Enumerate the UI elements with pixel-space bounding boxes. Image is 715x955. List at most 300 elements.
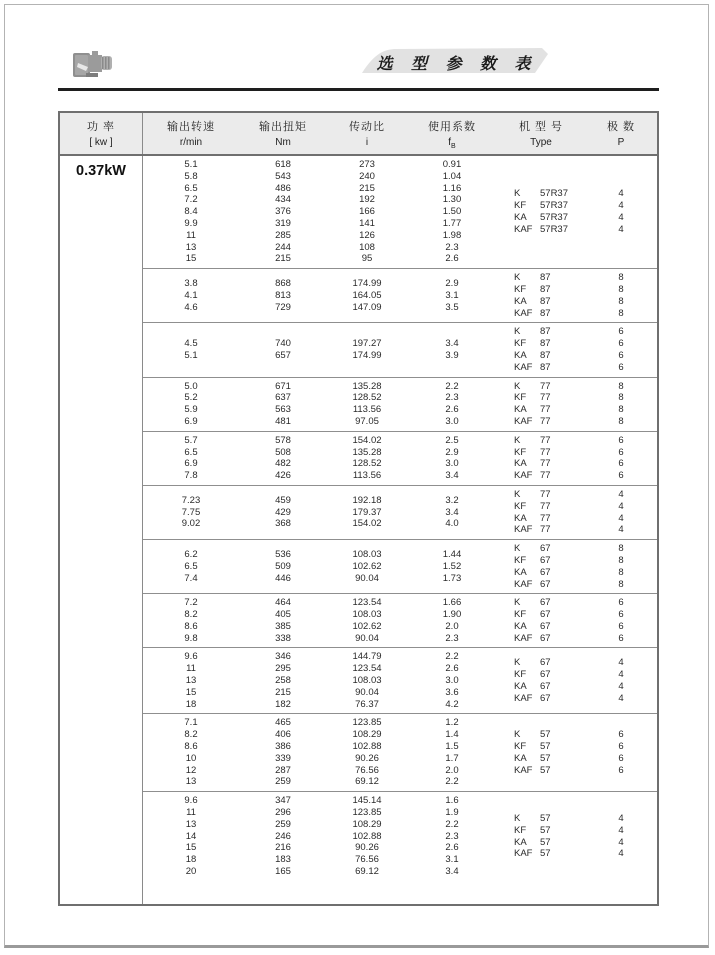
type-size: 87	[540, 295, 551, 307]
value: 3.4	[445, 338, 459, 350]
value: 76.56	[355, 764, 379, 776]
parameter-group	[143, 431, 657, 485]
value: 563	[275, 404, 291, 416]
value: 123.54	[352, 597, 382, 609]
value: 5.0	[184, 380, 198, 392]
ratio-values	[327, 278, 407, 313]
type-prefix: K	[514, 812, 521, 824]
type-prefix: KAF	[514, 764, 533, 776]
value: 4	[618, 223, 624, 235]
type-value	[514, 470, 551, 482]
type-prefix: K	[514, 729, 521, 741]
type-size: 57R37	[540, 223, 568, 235]
value: 69.12	[355, 866, 379, 878]
value: 128.52	[352, 392, 382, 404]
value: 8.2	[184, 729, 198, 741]
value: 1.9	[445, 807, 459, 819]
value: 8	[618, 415, 624, 427]
header-service-factor: 使用系数 $f_B$	[428, 121, 476, 150]
type-prefix: KF	[514, 338, 527, 350]
ratio-values	[327, 597, 407, 644]
value: 8	[618, 543, 624, 555]
type-prefix: KAF	[514, 307, 533, 319]
value: 1.4	[445, 729, 459, 741]
value: 3.5	[445, 301, 459, 313]
type-prefix: KA	[514, 404, 527, 416]
value: 1.50	[442, 206, 462, 218]
type-value	[514, 362, 551, 374]
value: 4.6	[184, 301, 198, 313]
type-size: 57	[540, 848, 551, 860]
type-value	[514, 657, 551, 669]
value: 15	[185, 686, 197, 698]
value: 1.7	[445, 752, 459, 764]
value: 7.23	[181, 494, 201, 506]
value: 6	[618, 764, 624, 776]
service-factor-values	[407, 717, 497, 788]
groups	[143, 156, 657, 904]
header-output-speed: 输出转速 r/min	[167, 121, 215, 148]
parameter-group	[143, 647, 657, 713]
value: 7.2	[184, 194, 198, 206]
value: 108	[359, 241, 375, 253]
value: 4	[618, 524, 624, 536]
value: 18	[185, 698, 197, 710]
value: 3.1	[445, 289, 459, 301]
type-size: 67	[540, 609, 551, 621]
value: 6	[618, 729, 624, 741]
speed-values	[143, 717, 239, 788]
value: 8	[618, 272, 624, 284]
table-body	[60, 156, 657, 904]
value: 135.28	[352, 446, 382, 458]
type-size: 77	[540, 392, 551, 404]
value: 338	[275, 632, 291, 644]
type-prefix: KAF	[514, 223, 533, 235]
value: 240	[359, 170, 375, 182]
type-size: 57	[540, 729, 551, 741]
type-value	[514, 435, 551, 447]
type-value	[514, 837, 551, 849]
value: 543	[275, 170, 291, 182]
type-prefix: KA	[514, 212, 527, 224]
type-prefix: KAF	[514, 415, 533, 427]
type-prefix: KA	[514, 295, 527, 307]
value: 8	[618, 380, 624, 392]
type-value	[514, 669, 551, 681]
type-value	[514, 825, 551, 837]
value: 273	[359, 159, 375, 170]
value: 123.54	[352, 663, 382, 675]
torque-values	[239, 435, 327, 482]
type-value	[514, 188, 568, 200]
value: 405	[275, 609, 291, 621]
page-title: 选 型 参 数 表	[376, 56, 538, 73]
value: 126	[359, 229, 375, 241]
type-value	[514, 567, 551, 579]
value: 446	[275, 572, 291, 584]
ratio-values	[327, 159, 407, 265]
type-size: 77	[540, 500, 551, 512]
type-size: 57	[540, 741, 551, 753]
type-size: 87	[540, 307, 551, 319]
type-value	[514, 524, 551, 536]
speed-values	[143, 435, 239, 482]
type-size: 57	[540, 824, 551, 836]
value: 578	[275, 434, 291, 446]
service-factor-values	[407, 795, 497, 878]
value: 215	[275, 253, 291, 265]
value: 128.52	[352, 458, 382, 470]
value: 486	[275, 182, 291, 194]
value: 4	[618, 692, 624, 704]
value: 5.8	[184, 170, 198, 182]
speed-values	[143, 381, 239, 428]
header-poles: 极 数 P	[606, 121, 636, 148]
value: 6	[618, 349, 624, 361]
type-size: 57R37	[540, 200, 568, 212]
value: 2.2	[445, 776, 459, 788]
value: 97.05	[355, 415, 379, 427]
value: 123.85	[352, 807, 382, 819]
type-size: 67	[540, 597, 551, 609]
value: 113.56	[352, 470, 382, 482]
service-factor-values	[407, 651, 497, 710]
title-banner	[360, 47, 550, 75]
speed-values	[143, 495, 239, 530]
parameter-group	[143, 377, 657, 431]
value: 9.6	[184, 651, 198, 663]
speed-values	[143, 549, 239, 584]
value: 90.26	[355, 752, 379, 764]
value: 8.2	[184, 609, 198, 621]
value: 6	[618, 338, 624, 350]
pole-values	[585, 657, 657, 704]
value: 8	[618, 404, 624, 416]
value: 147.09	[352, 301, 382, 313]
value: 4.2	[445, 698, 459, 710]
type-value	[514, 272, 551, 284]
type-value	[514, 308, 551, 320]
type-values	[497, 657, 585, 704]
value: 339	[275, 752, 291, 764]
torque-values	[239, 159, 327, 265]
type-prefix: K	[514, 543, 521, 555]
value: 6	[618, 752, 624, 764]
value: 464	[275, 597, 291, 609]
value: 108.29	[352, 818, 382, 830]
value: 216	[275, 842, 291, 854]
value: 346	[275, 651, 291, 663]
pole-values	[585, 326, 657, 373]
table-header	[60, 113, 657, 156]
type-value	[514, 200, 568, 212]
value: 4	[618, 812, 624, 824]
value: 285	[275, 229, 291, 241]
value: 144.79	[352, 651, 382, 663]
type-size: 77	[540, 470, 551, 482]
value: 123.85	[352, 717, 382, 729]
torque-values	[239, 717, 327, 788]
type-value	[514, 338, 551, 350]
value: 536	[275, 549, 291, 560]
type-prefix: K	[514, 188, 521, 200]
ratio-values	[327, 435, 407, 482]
type-value	[514, 350, 551, 362]
value: 287	[275, 764, 291, 776]
pole-values	[585, 489, 657, 536]
type-prefix: KA	[514, 512, 527, 524]
pole-values	[585, 543, 657, 590]
value: 1.2	[445, 717, 459, 729]
value: 0.91	[442, 159, 462, 170]
value: 296	[275, 807, 291, 819]
header-power: 功 率 [ kw ]	[60, 113, 143, 154]
type-values	[497, 188, 585, 235]
value: 2.2	[445, 818, 459, 830]
value: 868	[275, 278, 291, 290]
value: 4	[618, 200, 624, 212]
type-size: 87	[540, 349, 551, 361]
type-prefix: K	[514, 434, 521, 446]
service-factor-values	[407, 338, 497, 362]
value: 1.30	[442, 194, 462, 206]
value: 113.56	[352, 404, 382, 416]
parameter-group	[143, 539, 657, 593]
type-values	[497, 326, 585, 373]
type-prefix: KA	[514, 458, 527, 470]
value: 482	[275, 458, 291, 470]
type-size: 87	[540, 283, 551, 295]
value: 4	[618, 836, 624, 848]
value: 2.5	[445, 434, 459, 446]
pole-values	[585, 381, 657, 428]
value: 1.98	[442, 229, 462, 241]
value: 6.2	[184, 549, 198, 560]
value: 9.02	[181, 518, 201, 530]
value: 3.4	[445, 866, 459, 878]
parameter-group	[143, 713, 657, 791]
value: 508	[275, 446, 291, 458]
type-values	[497, 272, 585, 319]
value: 13	[185, 675, 197, 687]
value: 2.2	[445, 651, 459, 663]
parameter-group	[143, 593, 657, 647]
value: 102.62	[352, 620, 382, 632]
value: 1.52	[442, 560, 462, 572]
value: 102.88	[352, 830, 382, 842]
type-size: 57	[540, 752, 551, 764]
value: 135.28	[352, 380, 382, 392]
value: 1.44	[442, 549, 462, 560]
type-value	[514, 681, 551, 693]
value: 4	[618, 669, 624, 681]
value: 3.0	[445, 675, 459, 687]
type-value	[514, 224, 568, 236]
value: 192	[359, 194, 375, 206]
value: 2.0	[445, 620, 459, 632]
value: 4.0	[445, 518, 459, 530]
ratio-values	[327, 717, 407, 788]
value: 13	[185, 776, 197, 788]
type-prefix: KF	[514, 741, 527, 753]
value: 6	[618, 741, 624, 753]
type-value	[514, 543, 551, 555]
value: 6	[618, 470, 624, 482]
type-size: 67	[540, 692, 551, 704]
type-prefix: KAF	[514, 692, 533, 704]
value: 14	[185, 830, 197, 842]
type-value	[514, 326, 551, 338]
value: 8	[618, 554, 624, 566]
type-prefix: K	[514, 380, 521, 392]
value: 434	[275, 194, 291, 206]
value: 8	[618, 307, 624, 319]
value: 2.3	[445, 392, 459, 404]
type-prefix: K	[514, 657, 521, 669]
value: 740	[275, 338, 291, 350]
value: 215	[359, 182, 375, 194]
value: 4.5	[184, 338, 198, 350]
service-factor-values	[407, 159, 497, 265]
value: 166	[359, 206, 375, 218]
value: 7.75	[181, 506, 201, 518]
value: 165	[275, 866, 291, 878]
ratio-values	[327, 381, 407, 428]
type-prefix: KAF	[514, 361, 533, 373]
value: 1.6	[445, 795, 459, 807]
value: 1.90	[442, 609, 462, 621]
service-factor-values	[407, 549, 497, 584]
value: 657	[275, 349, 291, 361]
value: 11	[186, 807, 196, 819]
type-size: 57R37	[540, 212, 568, 224]
service-factor-values	[407, 278, 497, 313]
value: 368	[275, 518, 291, 530]
type-prefix: KF	[514, 500, 527, 512]
parameter-group	[143, 156, 657, 268]
type-size: 77	[540, 458, 551, 470]
value: 13	[185, 241, 197, 253]
type-size: 87	[540, 361, 551, 373]
type-value	[514, 848, 551, 860]
type-prefix: KA	[514, 566, 527, 578]
value: 1.04	[442, 170, 462, 182]
value: 95	[361, 253, 373, 265]
type-size: 77	[540, 434, 551, 446]
type-prefix: K	[514, 272, 521, 284]
value: 18	[185, 854, 197, 866]
type-value	[514, 597, 551, 609]
value: 145.14	[352, 795, 382, 807]
value: 197.27	[352, 338, 382, 350]
type-value	[514, 489, 551, 501]
value: 4	[618, 488, 624, 500]
value: 481	[275, 415, 291, 427]
value: 6	[618, 458, 624, 470]
type-size: 67	[540, 554, 551, 566]
value: 6	[618, 609, 624, 621]
value: 174.99	[352, 349, 382, 361]
value: 183	[275, 854, 291, 866]
value: 2.0	[445, 764, 459, 776]
value: 246	[275, 830, 291, 842]
value: 813	[275, 289, 291, 301]
value: 8	[618, 295, 624, 307]
value: 2.6	[445, 253, 459, 265]
value: 2.6	[445, 663, 459, 675]
value: 6	[618, 632, 624, 644]
value: 509	[275, 560, 291, 572]
type-prefix: KA	[514, 752, 527, 764]
value: 2.6	[445, 842, 459, 854]
type-size: 77	[540, 380, 551, 392]
value: 9.9	[184, 217, 198, 229]
value: 215	[275, 686, 291, 698]
value: 15	[185, 253, 197, 265]
value: 4	[618, 188, 624, 200]
value: 6	[618, 620, 624, 632]
type-prefix: KF	[514, 200, 527, 212]
value: 7.8	[184, 470, 198, 482]
pole-values	[585, 729, 657, 776]
value: 671	[275, 380, 291, 392]
value: 4	[618, 512, 624, 524]
type-size: 67	[540, 543, 551, 555]
value: 8	[618, 392, 624, 404]
type-value	[514, 296, 551, 308]
value: 4	[618, 657, 624, 669]
type-prefix: KA	[514, 680, 527, 692]
value: 465	[275, 717, 291, 729]
parameter-group	[143, 485, 657, 539]
value: 5.1	[184, 159, 198, 170]
value: 3.0	[445, 415, 459, 427]
value: 6.9	[184, 458, 198, 470]
value: 90.04	[355, 686, 379, 698]
value: 11	[186, 229, 196, 241]
value: 179.37	[352, 506, 382, 518]
type-prefix: KAF	[514, 524, 533, 536]
type-value	[514, 447, 551, 459]
header-rule	[58, 88, 659, 91]
value: 295	[275, 663, 291, 675]
type-prefix: KAF	[514, 578, 533, 590]
value: 5.9	[184, 404, 198, 416]
value: 8	[618, 283, 624, 295]
header-output-torque: 输出扭矩 Nm	[259, 121, 307, 148]
ratio-values	[327, 549, 407, 584]
value: 90.04	[355, 632, 379, 644]
value: 2.9	[445, 446, 459, 458]
value: 6.5	[184, 446, 198, 458]
type-prefix: KA	[514, 620, 527, 632]
type-prefix: KAF	[514, 632, 533, 644]
value: 4.1	[184, 289, 198, 301]
type-size: 77	[540, 415, 551, 427]
type-value	[514, 284, 551, 296]
type-prefix: KAF	[514, 848, 533, 860]
value: 154.02	[352, 434, 382, 446]
type-prefix: KF	[514, 392, 527, 404]
type-size: 57	[540, 812, 551, 824]
type-value	[514, 501, 551, 513]
value: 174.99	[352, 278, 382, 290]
type-value	[514, 621, 551, 633]
service-factor-values	[407, 435, 497, 482]
value: 108.03	[352, 675, 382, 687]
type-value	[514, 753, 551, 765]
